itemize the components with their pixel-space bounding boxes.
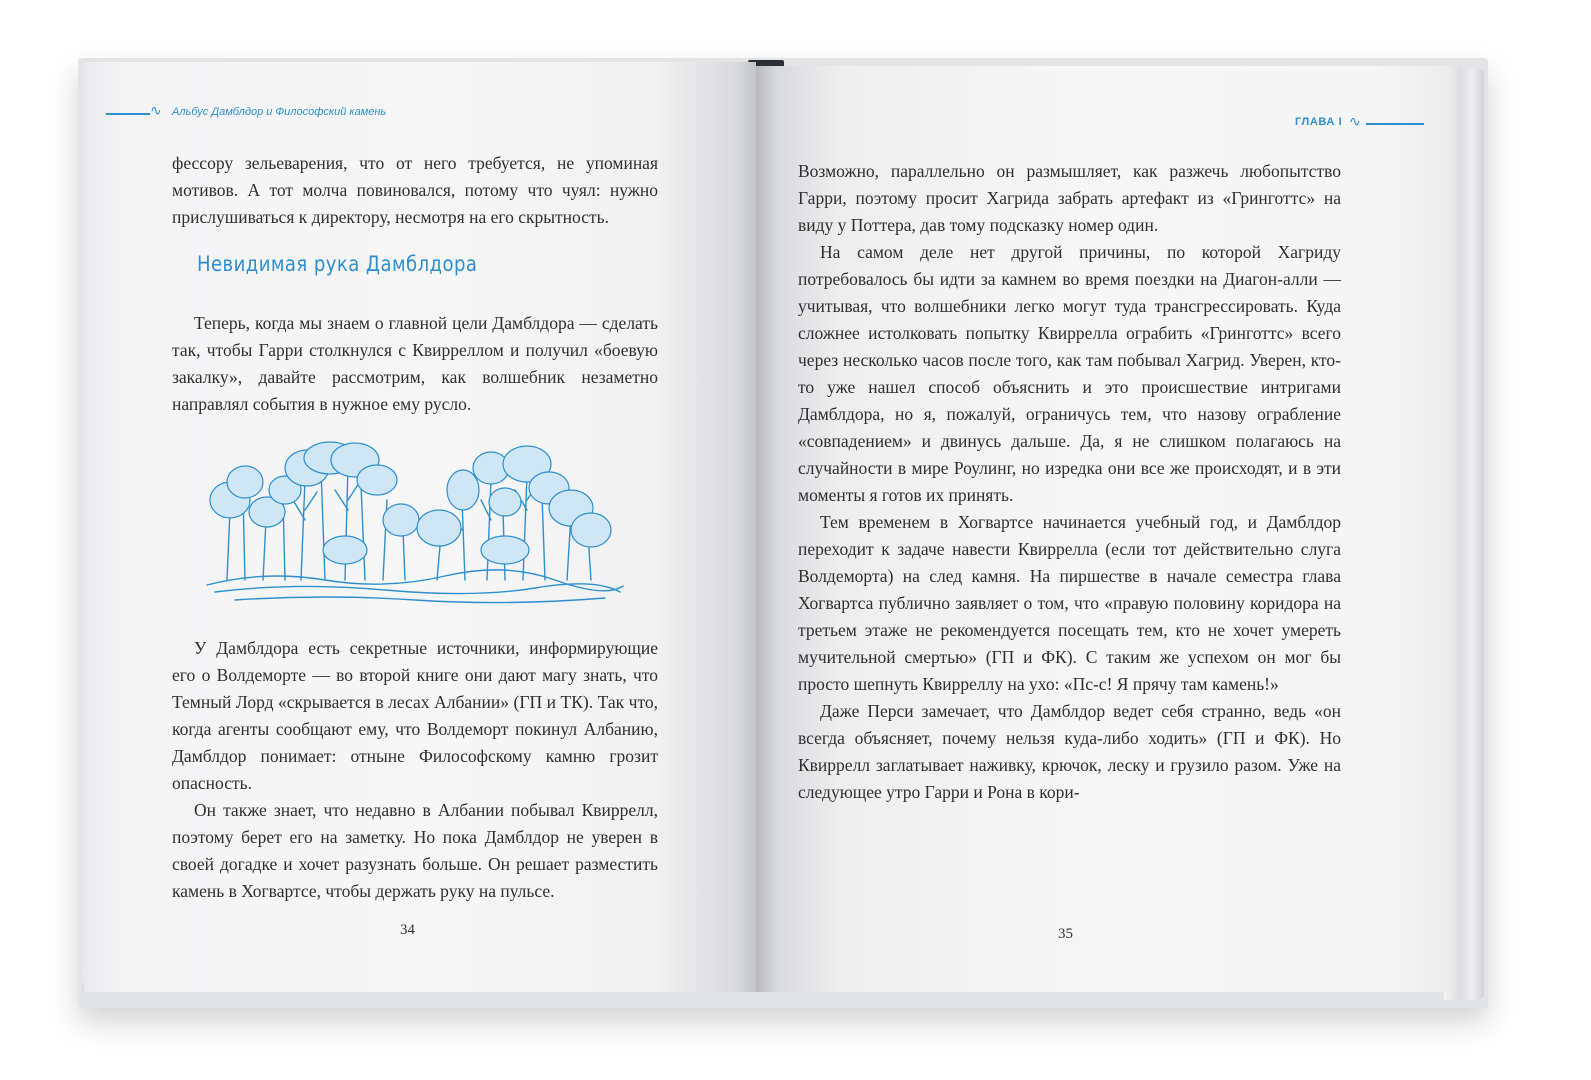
- page-number-left: 34: [400, 922, 415, 938]
- paragraph: У Дамблдора есть секретные источники, информирующие его о Волдеморте — во второй книге они дают магу знать, что Темный Лорд «скрывается в лесах Албании» (ГП и ТК). Так что, когда агенты сообщают ему, что Волдеморт покинул Албанию, Дамблдор понимает: отныне Философскому камню грозит опасность.: [172, 638, 658, 793]
- paragraph-continued: фессору зельеварения, что от него требуется, не упоминая мотивов. А тот молча повиновался, потому что чуял: нужно прислушиваться к директору, несмотря на его скрытность.: [172, 153, 658, 227]
- running-header-left: Альбус Дамблдор и Философский камень: [172, 106, 387, 118]
- swirl-ornament-icon: ∿: [1349, 115, 1361, 130]
- forest-illustration-icon: [205, 440, 625, 615]
- paragraph: Теперь, когда мы знаем о главной цели Дамблдора — сделать так, чтобы Гарри столкнулся с Квирреллом и получил «боевую закалку», давайте рассмотрим, как волшебник незаметно направлял события в нужное ему русло.: [172, 313, 658, 414]
- header-rule-left: [106, 113, 150, 115]
- running-header-right: ГЛАВА I: [1295, 116, 1343, 128]
- left-page-text-bottom: [172, 635, 658, 905]
- section-title: Невидимая рука Дамблдора: [197, 252, 478, 276]
- paragraph: Даже Перси замечает, что Дамблдор ведет себя странно, ведь «он всегда объясняет, почему нельзя куда-либо ходить» (ГП и ФК). Но Квиррелл заглатывает наживку, крючок, леску и грузило разом. Уже на следующее утро Гарри и Рона в кори-: [798, 701, 1341, 802]
- page-number-right: 35: [1058, 926, 1073, 942]
- paragraph: Он также знает, что недавно в Албании побывал Квиррелл, поэтому берет его на заметку. Но пока Дамблдор не уверен в своей догадке и хочет разузнать больше. Он решает разместить камень в Хогвартсе, чтобы держать руку на пульсе.: [172, 800, 658, 901]
- swirl-ornament-icon: ∿: [150, 104, 162, 119]
- right-page-text: [798, 158, 1341, 806]
- header-rule-right: [1366, 123, 1424, 125]
- left-page-text-top: [172, 150, 658, 231]
- left-page-text-middle: [172, 310, 658, 418]
- paragraph-continued: Возможно, параллельно он размышляет, как разжечь любопытство Гарри, поэтому просит Хагрида забрать артефакт из «Гринготтс» на виду у Поттера, дав тому подсказку номер один.: [798, 161, 1341, 235]
- paragraph: На самом деле нет другой причины, по которой Хагриду потребовалось бы идти за камнем во время поездки на Диагон-алли — учитывая, что волшебники легко могут туда трансгрессировать. Куда сложнее истолковать попытку Квиррелла ограбить «Гринготтс» всего через несколько часов после того, как там побывал Хагрид. Уверен, кто-то уже нашел способ объяснить и это происшествие интригами Дамблдора, но я, пожалуй, ограничусь тем, что назову ограбление «совпадением» и двинусь дальше. Да, я не слишком полагаюсь на случайности в мире Роулинг, но изредка они все же происходят, и в эти моменты я готов их принять.: [798, 242, 1341, 505]
- paragraph: Тем временем в Хогвартсе начинается учебный год, и Дамблдор переходит к задаче навести Квиррелла (если тот действительно слуга Волдеморта) на след камня. На пиршестве в начале семестра глава Хогвартса публично заявляет о том, что «правую половину коридора на третьем этаже не рекомендуется посещать тем, кто не хочет умереть мучительной смертью» (ГП и ФК). С таким же успехом он мог бы просто шепнуть Квирреллу на ухо: «Пс-с! Я прячу там камень!»: [798, 512, 1341, 694]
- page-edges-right: [1444, 68, 1484, 1000]
